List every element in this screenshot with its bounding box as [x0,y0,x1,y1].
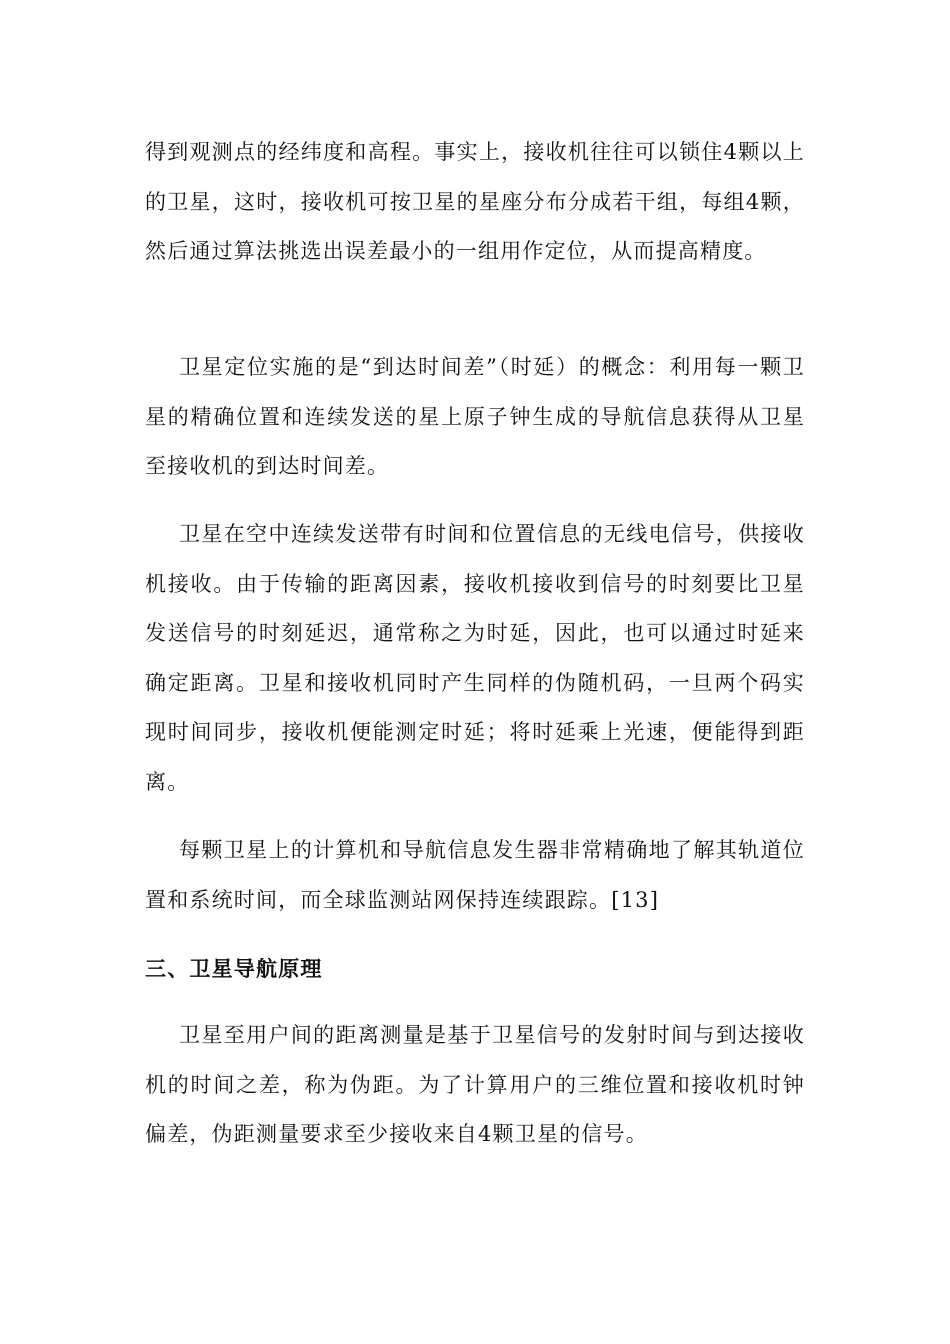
paragraph-monitoring: 每颗卫星上的计算机和导航信息发生器非常精确地了解其轨道位置和系统时间，而全球监测站网保持连续跟踪。[13] [145,838,805,912]
paragraph-signal-delay: 卫星在空中连续发送带有时间和位置信息的无线电信号，供接收机接收。由于传输的距离因素，接收机接收到信号的时刻要比卫星发送信号的时刻延迟，通常称之为时延，因此，也可以通过时延来确定距离。卫星和接收机同时产生同样的伪随机码，一旦两个码实现时间同步，接收机便能测定时延；将时延乘上光速，便能得到距离。 [145,522,805,794]
section-heading: 三、卫星导航原理 [145,957,323,981]
paragraph-continuation: 得到观测点的经纬度和高程。事实上，接收机往往可以锁住4颗以上的卫星，这时，接收机可按卫星的星座分布分成若干组，每组4颗，然后通过算法挑选出误差最小的一组用作定位，从而提高精度。 [145,140,805,263]
paragraph-time-difference: 卫星定位实施的是“到达时间差”（时延）的概念：利用每一颗卫星的精确位置和连续发送的星上原子钟生成的导航信息获得从卫星至接收机的到达时间差。 [145,355,805,478]
paragraph-pseudorange: 卫星至用户间的距离测量是基于卫星信号的发射时间与到达接收机的时间之差，称为伪距。为了计算用户的三维位置和接收机时钟偏差，伪距测量要求至少接收来自4颗卫星的信号。 [145,1023,805,1146]
